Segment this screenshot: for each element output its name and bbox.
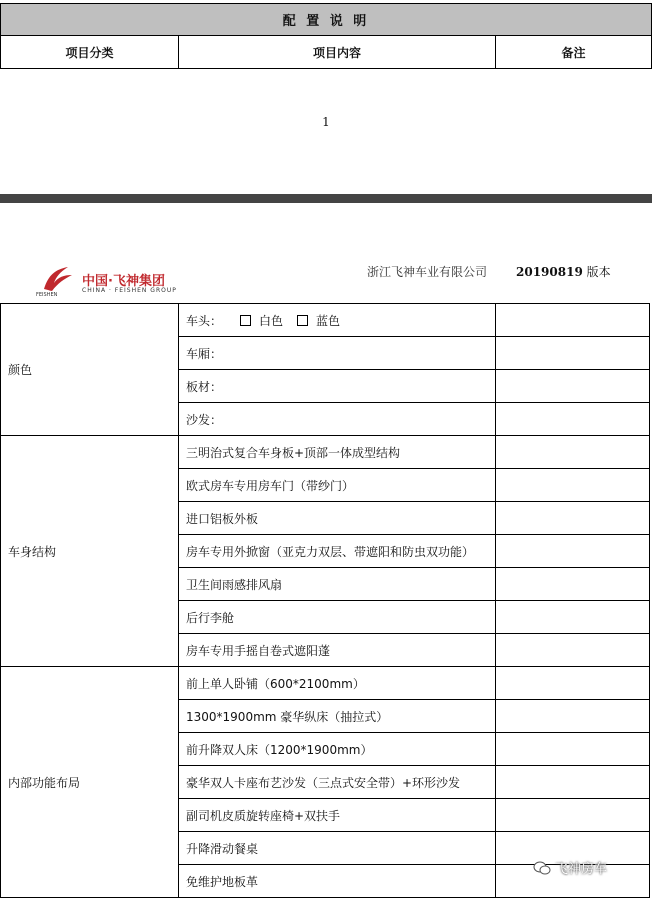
version-label	[516, 263, 611, 280]
interior-item: 免维护地板革	[178, 864, 496, 898]
interior-item: 豪华双人卡座布艺沙发（三点式安全带）+环形沙发	[178, 765, 496, 799]
logo-brand-en: CHINA · FEISHEN GROUP	[82, 287, 177, 294]
body-item: 房车专用手摇自卷式遮阳蓬	[178, 633, 496, 667]
category-color: 颜色	[0, 303, 179, 436]
interior-item: 1300*1900mm 豪华纵床（抽拉式）	[178, 699, 496, 733]
body-item: 房车专用外掀窗（亚克力双层、带遮阳和防虫双功能）	[178, 534, 496, 568]
note-cell	[495, 402, 650, 436]
note-cell	[495, 765, 650, 799]
body-item: 卫生间雨感排风扇	[178, 567, 496, 601]
wechat-icon	[533, 861, 551, 875]
header-category: 项目分类	[0, 36, 179, 69]
note-cell	[495, 468, 650, 502]
color-item: 车厢：	[178, 336, 496, 370]
body-item: 欧式房车专用房车门（带纱门）	[178, 468, 496, 502]
header-note: 备注	[495, 36, 652, 69]
color-item: 板材：	[178, 369, 496, 403]
note-cell	[495, 369, 650, 403]
color-item: 沙发：	[178, 402, 496, 436]
note-cell	[495, 534, 650, 568]
feishen-logo	[34, 263, 194, 299]
category-interior: 内部功能布局	[0, 666, 179, 898]
config-title: 配 置 说 明	[0, 3, 652, 36]
note-cell	[495, 633, 650, 667]
version-suffix: 版本	[582, 265, 611, 279]
note-cell	[495, 501, 650, 535]
interior-item: 副司机皮质旋转座椅+双扶手	[178, 798, 496, 832]
category-body: 车身结构	[0, 435, 179, 667]
body-item: 三明治式复合车身板+顶部一体成型结构	[178, 435, 496, 469]
note-cell	[495, 435, 650, 469]
note-cell	[495, 600, 650, 634]
header-content: 项目内容	[178, 36, 496, 69]
watermark	[533, 858, 607, 877]
note-cell	[495, 567, 650, 601]
watermark-text: 飞神房车	[555, 862, 608, 877]
note-cell	[495, 666, 650, 700]
page-number: 1	[322, 115, 330, 129]
logo-mark: FEISHEN	[36, 292, 58, 298]
interior-item: 前升降双人床（1200*1900mm）	[178, 732, 496, 766]
option-white: 白色	[259, 313, 284, 328]
version-number: 20190819	[516, 265, 583, 279]
checkbox-blue[interactable]	[297, 315, 308, 326]
option-blue: 蓝色	[316, 313, 341, 328]
note-cell	[495, 336, 650, 370]
note-cell	[495, 732, 650, 766]
note-cell	[495, 798, 650, 832]
color-head-row	[178, 303, 496, 337]
page-separator	[0, 194, 652, 203]
logo-brand-cn: 中国·飞神集团	[82, 274, 165, 289]
note-cell	[495, 699, 650, 733]
note-cell	[495, 303, 650, 337]
interior-item: 前上单人卧铺（600*2100mm）	[178, 666, 496, 700]
head-label: 车头：	[186, 313, 223, 328]
table-header-row	[0, 36, 652, 69]
body-item: 后行李舱	[178, 600, 496, 634]
body-item: 进口铝板外板	[178, 501, 496, 535]
checkbox-white[interactable]	[240, 315, 251, 326]
company-name: 浙江飞神车业有限公司	[367, 265, 488, 279]
interior-item: 升降滑动餐桌	[178, 831, 496, 865]
